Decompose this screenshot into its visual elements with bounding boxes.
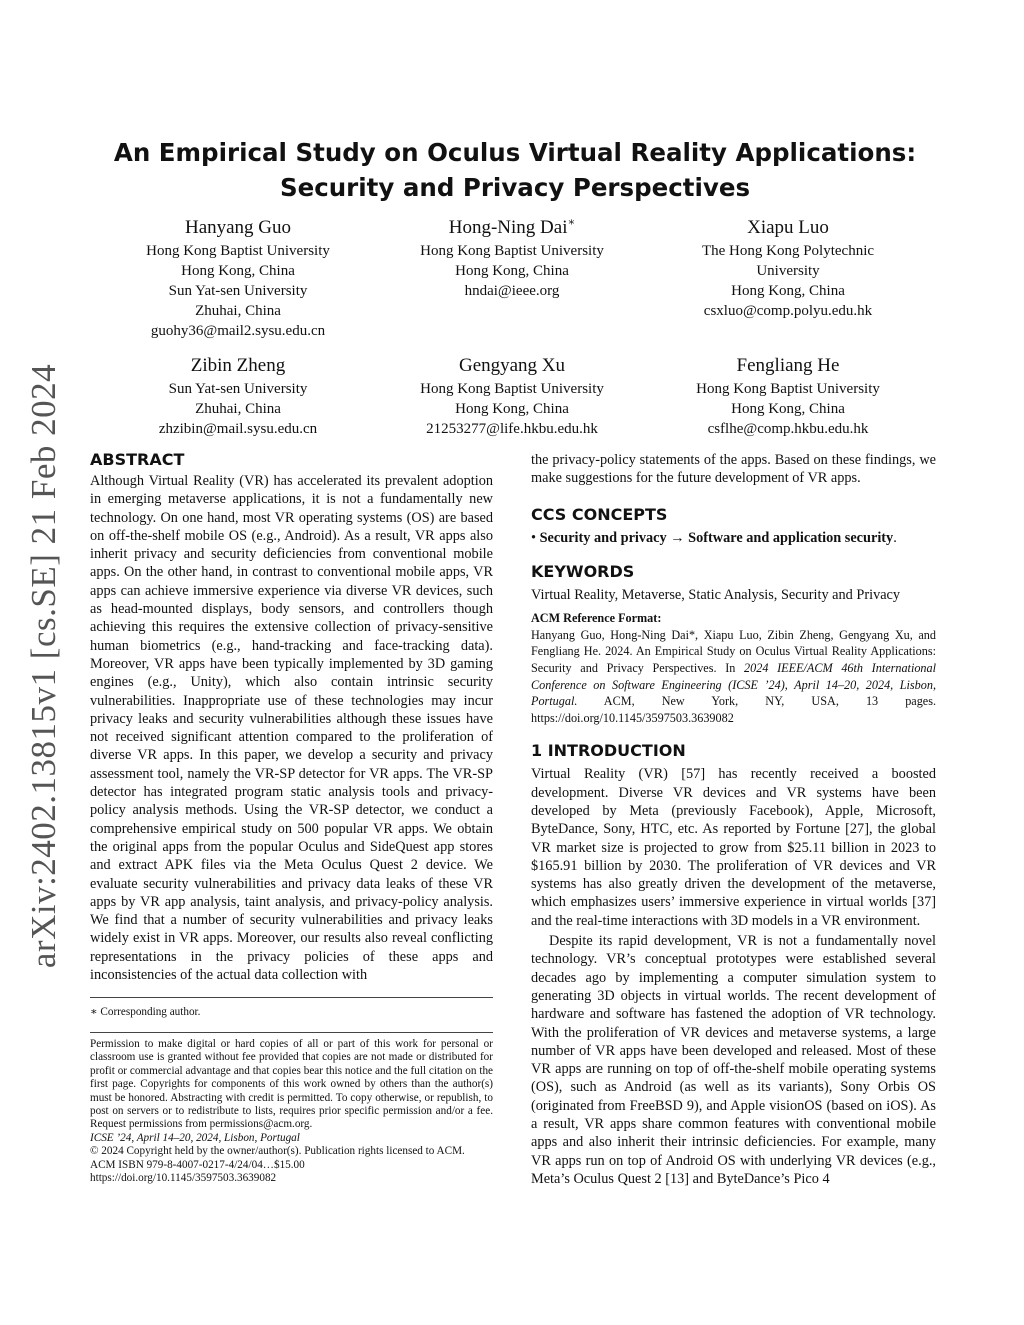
footnote-rule	[90, 997, 493, 998]
abstract-text: Although Virtual Reality (VR) has accelerated its prevalent adoption in emerging metaverse applications, it is not a fundamentally new technology. On one hand, most VR operating systems (OS) are based on off-the-shelf mobile OS (e.g., Android). As a result, VR apps also inherit privacy and security deficiencies from conventional mobile apps. On the other hand, in contrast to conventional mobile apps, VR apps can achieve immersive experience via diverse VR devices, such as head-mounted displays, body sensors, and controllers though achieving this requires the extensive collection of privacy-sensitive human biometrics (e.g., hand-tracking and face-tracking data). Moreover, VR apps have been typically implemented by 3D gaming engines (e.g., Unity), which also contain intrinsic security vulnerabilities. Inappropriate use of these technologies may incur privacy leaks and security vulnerabilities although these issues have not received significant attention compared to the proliferation of diverse VR apps. In this paper, we develop a security and privacy assessment tool, namely the VR-SP detector for VR apps. The VR-SP detector has integrated program static analysis tools and privacy-policy analysis methods. Using the VR-SP detector, we conduct a comprehensive empirical study on 500 popular VR apps. We obtain the original apps from the popular Oculus and SideQuest app stores and extract APK files via the Meta Oculus Quest 2 device. We evaluate security vulnerabilities and privacy data leaks of these VR apps by VR app analysis, taint analysis, and privacy-policy analysis. We find that a number of security vulnerabilities and privacy leaks widely exist in VR apps. Moreover, our results also reveal conflicting representations in the privacy policies of these apps and inconsistencies of the actual data collection with	[90, 473, 493, 984]
author-name: Xiapu Luo	[747, 217, 829, 238]
title-line-2: Security and Privacy Perspectives	[279, 173, 751, 202]
author-name: Hanyang Guo	[184, 217, 292, 238]
intro-paragraph-2: Despite its rapid development, VR is not a fundamentally novel technology. VR’s conceptual prototypes were established several decades ago by implementing a computer simulation system to generating 3D objects in virtual worlds. The recent development of hardware and software has fastened the adoption of VR technology. With the proliferation of VR devices and metaverse systems, a large number of VR apps have been developed and released. Most of these VR apps are running on top of off-the-shelf mobile operating systems (OS), such as Android (as well as its variants), Sony Orbis OS (originated from FreeBSD 9), and Apple visionOS (based on iOS). As a result, VR apps share common features with conventional mobile apps and also inherit their intrinsic deficiencies. For example, many VR apps run on top of Android OS with underlying VR devices (e.g., Meta’s Oculus Quest 2 [13] and ByteDance’s Pico 4	[531, 933, 936, 1187]
acm-ref-venue: 2024 IEEE/ACM 46th International Conference on Software Engineering (ICSE ’24), April 14–20, 2024, Lisbon, Portugal.	[531, 660, 936, 709]
corresponding-footnote: ∗ Corresponding author.	[90, 1006, 201, 1018]
ccs-concept-2: Software and application security	[688, 529, 894, 546]
ccs-arrow: →	[670, 529, 685, 546]
conference-venue: ICSE ’24, April 14–20, 2024, Lisbon, Portugal	[90, 1131, 300, 1144]
intro-heading: 1 INTRODUCTION	[531, 741, 686, 761]
intro-paragraph-1: Virtual Reality (VR) [57] has recently received a boosted development. Diverse VR devices and VR systems have been developed by Meta (previously Facebook), Apple, Microsoft, ByteDance, Sony, HTC, etc. As reported by Fortune [27], the global VR market size is projected to grow from $25.11 billion in 2023 to $165.91 billion by 2030. The proliferation of VR devices and VR systems has also greatly driven the development of the metaverse, which emphasizes users’ immersive experience in virtual worlds [37] and the real-time interactions with 3D models in a VR environment.	[531, 766, 936, 929]
author-affiliation: Hong Kong Baptist University	[420, 243, 604, 259]
abstract-heading: ABSTRACT	[90, 450, 185, 469]
author-email[interactable]: hndai@ieee.org	[464, 283, 560, 299]
author-email[interactable]: zhzibin@mail.sysu.edu.cn	[158, 421, 318, 437]
author-email[interactable]: guohy36@mail2.sysu.edu.cn	[150, 323, 326, 339]
author-email[interactable]: csflhe@comp.hkbu.edu.hk	[707, 421, 869, 437]
paper-title	[90, 135, 940, 205]
corresponding-mark: ∗	[567, 216, 576, 229]
author-location: Hong Kong, China	[455, 263, 569, 279]
ccs-concepts	[531, 529, 936, 547]
author-name: Fengliang He	[736, 355, 840, 376]
ccs-bullet: •	[531, 529, 537, 546]
author-email[interactable]: csxluo@comp.polyu.edu.hk	[703, 303, 873, 319]
right-column	[531, 451, 936, 1188]
author-location: Zhuhai, China	[195, 401, 281, 417]
arxiv-stamp: arXiv:2402.13815v1 [cs.SE] 21 Feb 2024	[24, 363, 63, 969]
abstract-continued: the privacy-policy statements of the apps. Based on these findings, we make suggestions for the future development of VR apps.	[531, 452, 936, 487]
abstract-section	[90, 449, 493, 984]
ccs-end: .	[893, 529, 897, 546]
author-location: Hong Kong, China	[731, 283, 845, 299]
title-line-1: An Empirical Study on Oculus Virtual Reality Applications:	[113, 138, 917, 167]
author-name: Gengyang Xu	[458, 355, 566, 376]
acm-ref-label: ACM Reference Format:	[531, 611, 662, 626]
permission-block	[90, 1038, 493, 1185]
acm-ref-authors: Hanyang Guo, Hong-Ning Dai*, Xiapu Luo, Zibin Zheng, Gengyang Xu, and Fengliang He. 2024. An Empirical Study on Oculus Virtual Reality Applications: Security and Privacy Perspectives. In	[531, 627, 936, 675]
author-name: Zibin Zheng	[190, 355, 286, 376]
author-affiliation: The Hong Kong Polytechnic University	[701, 243, 875, 279]
permission-text: Permission to make digital or hard copies of all or part of this work for personal or classroom use is granted without fee provided that copies are not made or distributed for profit or commercial advantage and that copies bear this notice and the full citation on the first page. Copyrights for components of this work owned by others than the author(s) must be honored. Abstracting with credit is permitted. To copy otherwise, or republish, to post on servers or to redistribute to lists, requires prior specific permission and/or a fee. Request permissions from permissions@acm.org.	[90, 1038, 493, 1131]
doi-link[interactable]: https://doi.org/10.1145/3597503.3639082	[90, 1172, 277, 1185]
author-location: Hong Kong, China	[181, 263, 295, 279]
author-affiliation: Hong Kong Baptist University	[146, 243, 330, 259]
author-email[interactable]: 21253277@life.hkbu.edu.hk	[426, 421, 598, 437]
ccs-concept-1: Security and privacy	[539, 529, 667, 546]
author-block-1	[108, 215, 368, 341]
keywords-heading: KEYWORDS	[531, 561, 635, 581]
author-location: Hong Kong, China	[455, 401, 569, 417]
author-block-3	[657, 215, 919, 321]
author-affiliation: Sun Yat-sen University	[168, 283, 308, 299]
author-name	[382, 215, 642, 241]
acm-ref-tail: ACM, New York, NY, USA, 13 pages. https://doi.org/10.1145/3597503.3639082	[531, 694, 936, 725]
author-affiliation: Hong Kong Baptist University	[696, 381, 880, 397]
isbn-line: ACM ISBN 979-8-4007-0217-4/24/04…$15.00	[90, 1158, 305, 1171]
author-affiliation: Sun Yat-sen University	[168, 381, 308, 397]
acm-ref-text	[531, 627, 936, 727]
copyright-line: © 2024 Copyright held by the owner/author(s). Publication rights licensed to ACM.	[90, 1145, 465, 1158]
author-block-6	[657, 353, 919, 439]
author-location: Hong Kong, China	[731, 401, 845, 417]
author-block-4	[108, 353, 368, 439]
author-block-2	[382, 215, 642, 301]
permission-rule	[90, 1032, 493, 1033]
author-block-5	[382, 353, 642, 439]
author-location: Zhuhai, China	[195, 303, 281, 319]
keywords-text: Virtual Reality, Metaverse, Static Analysis, Security and Privacy	[531, 586, 901, 603]
author-name-text: Hong-Ning Dai	[448, 217, 568, 238]
author-affiliation: Hong Kong Baptist University	[420, 381, 604, 397]
ccs-heading: CCS CONCEPTS	[531, 504, 668, 524]
